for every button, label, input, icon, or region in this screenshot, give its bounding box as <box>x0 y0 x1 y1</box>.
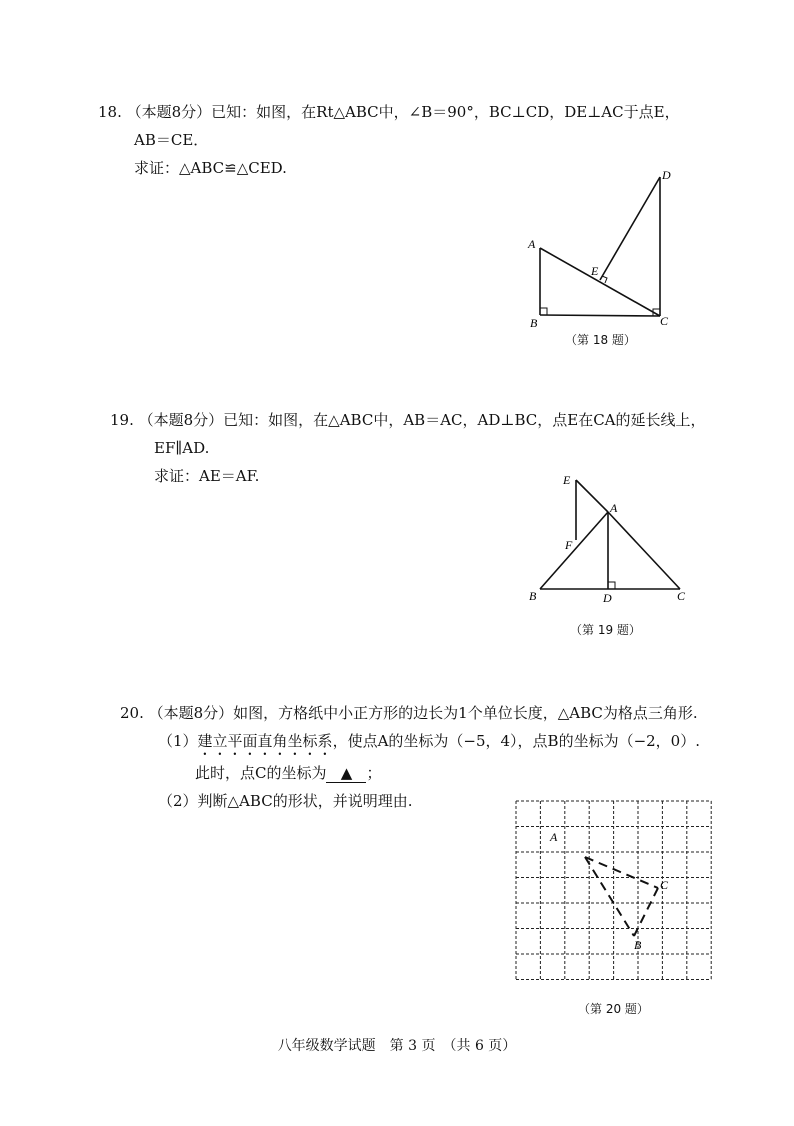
q18-figure <box>520 165 690 330</box>
q19-line3: 求证：AE＝AF. <box>154 467 260 485</box>
q19-line2: EF∥AD. <box>154 439 210 457</box>
q19-number: 19. <box>110 411 134 429</box>
q19-label-f: F <box>565 538 573 552</box>
q20-grid-figure <box>512 797 712 987</box>
q18-line2: AB＝CE． <box>134 131 209 149</box>
answer-blank: ▲ <box>326 764 366 783</box>
q20-number: 20. <box>120 704 144 722</box>
q18-line1: （本题8分）已知：如图，在Rt△ABC中，∠B＝90°，BC⊥CD，DE⊥AC于点E， <box>126 103 680 121</box>
q19-line1: （本题8分）已知：如图，在△ABC中，AB＝AC，AD⊥BC，点E在CA的延长线上， <box>138 411 706 429</box>
q18-label-e: E <box>591 264 599 278</box>
q18-line3: 求证：△ABC≌△CED. <box>134 159 287 177</box>
q20-sub1-prefix: （1） <box>158 732 198 750</box>
q18-label-b: B <box>530 316 538 330</box>
q19-caption: （第 19 题） <box>570 623 641 637</box>
q20-sub1-rest: ，使点A的坐标为（−5，4），点B的坐标为（−2，0）. <box>332 732 700 750</box>
q20-sub1-line2-suffix: ； <box>366 764 382 782</box>
q19-label-a: A <box>610 501 618 515</box>
q20-sub1-line2: 此时，点C的坐标为 <box>195 764 327 782</box>
q20-sub2: （2）判断△ABC的形状，并说明理由. <box>158 792 413 810</box>
q20-label-c: C <box>660 878 669 892</box>
q20-label-a: A <box>550 830 558 844</box>
q18-caption: （第 18 题） <box>565 333 636 347</box>
q18-label-a: A <box>528 237 536 251</box>
q20-sub1-emphasis: 建立平面直角坐标系 <box>197 732 333 750</box>
q20-caption: （第 20 题） <box>578 1002 649 1016</box>
q20-line1: （本题8分）如图，方格纸中小正方形的边长为1个单位长度，△ABC为格点三角形. <box>148 704 698 722</box>
q18-label-c: C <box>660 314 669 328</box>
page-footer: 八年级数学试题 第 3 页 （共 6 页） <box>277 1038 517 1054</box>
q19-label-e: E <box>563 473 571 487</box>
q20-label-b: B <box>634 938 642 952</box>
q18-label-d: D <box>662 168 671 182</box>
q19-label-c: C <box>677 589 686 603</box>
q19-figure <box>525 472 695 607</box>
q18-number: 18. <box>98 103 122 121</box>
q19-label-b: B <box>529 589 537 603</box>
q19-label-d: D <box>603 591 612 605</box>
